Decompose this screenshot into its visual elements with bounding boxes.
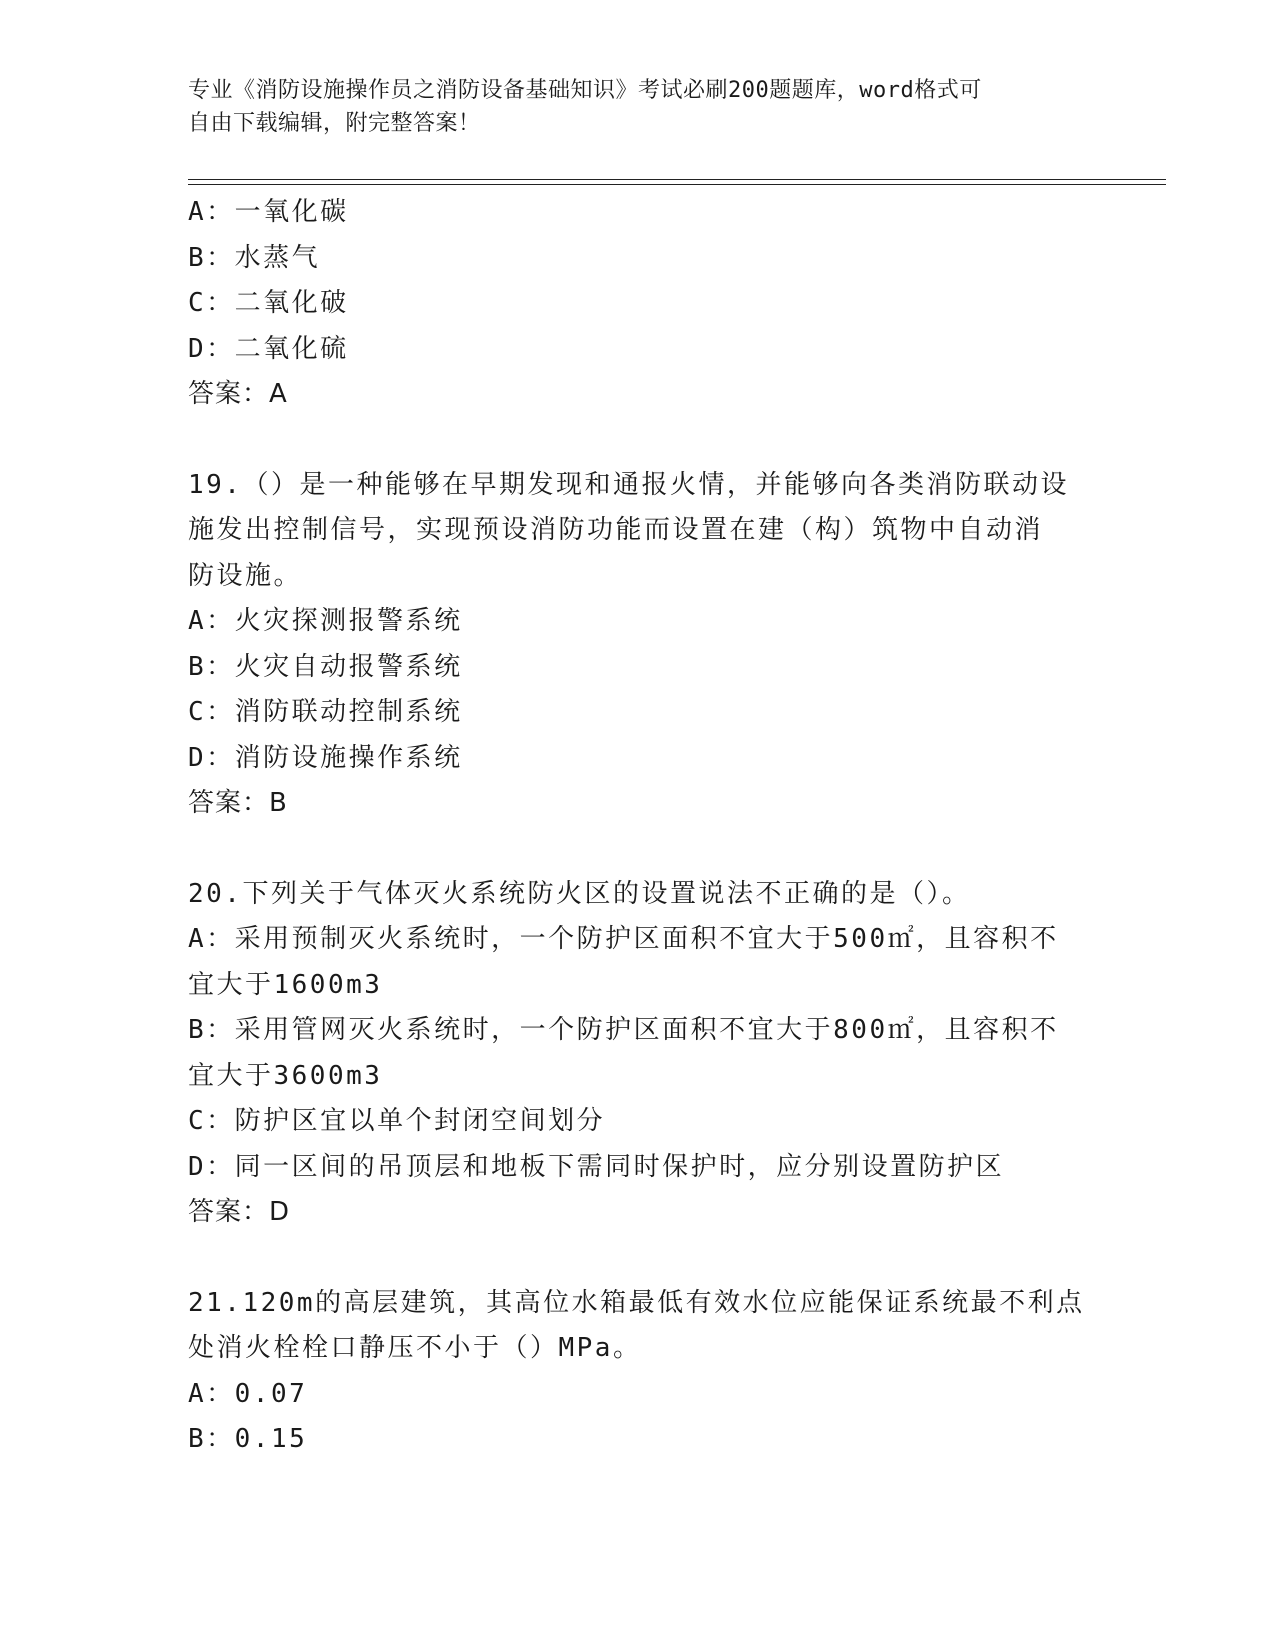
option-b: B：采用管网灭火系统时，一个防护区面积不宜大于800㎡，且容积不 xyxy=(188,1015,1059,1045)
question-text-line: 19.（）是一种能够在早期发现和通报火情，并能够向各类消防联动设 xyxy=(188,469,1069,500)
header-line-2: 自由下载编辑，附完整答案！ xyxy=(188,111,481,136)
option-b: B：火灾自动报警系统 xyxy=(188,651,463,682)
question-text-line: 21.120m的高层建筑，其高位水箱最低有效水位应能保证系统最不利点 xyxy=(188,1287,1085,1318)
question-text-line: 施发出控制信号，实现预设消防功能而设置在建（构）筑物中自动消 xyxy=(188,515,1044,545)
document-header xyxy=(188,74,1078,140)
question-19 xyxy=(188,463,1088,827)
header-rule-bottom xyxy=(188,184,1166,185)
option-c: C：消防联动控制系统 xyxy=(188,697,463,727)
question-list xyxy=(188,190,1088,1463)
option-d: D：消防设施操作系统 xyxy=(188,742,463,773)
option-d: D：二氧化硫 xyxy=(188,333,349,364)
option-b: B：水蒸气 xyxy=(188,242,321,273)
option-d: D：同一区间的吊顶层和地板下需同时保护时，应分别设置防护区 xyxy=(188,1151,1005,1182)
question-21 xyxy=(188,1281,1088,1463)
option-b: B：0.15 xyxy=(188,1424,308,1454)
answer: 答案：B xyxy=(188,788,288,818)
question-text-line: 处消火栓栓口静压不小于（）MPa。 xyxy=(188,1333,642,1363)
option-a: A：0.07 xyxy=(188,1378,308,1409)
option-a: A：火灾探测报警系统 xyxy=(188,606,463,636)
question-20 xyxy=(188,872,1088,1236)
header-line-1: 专业《消防设施操作员之消防设备基础知识》考试必刷200题题库，word格式可 xyxy=(188,78,982,103)
option-a: A：采用预制灭火系统时，一个防护区面积不宜大于500㎡，且容积不 xyxy=(188,924,1059,954)
answer: 答案：D xyxy=(188,1197,291,1227)
question-text-line: 20.下列关于气体灭火系统防火区的设置说法不正确的是（）。 xyxy=(188,878,971,909)
option-c: C：防护区宜以单个封闭空间划分 xyxy=(188,1106,606,1136)
option-a: A：一氧化碳 xyxy=(188,197,349,227)
option-b-cont: 宜大于3600m3 xyxy=(188,1060,383,1091)
question-18 xyxy=(188,190,1088,418)
header-rule-top xyxy=(188,179,1166,180)
option-a-cont: 宜大于1600m3 xyxy=(188,969,383,1000)
answer: 答案：A xyxy=(188,379,288,409)
question-text-line: 防设施。 xyxy=(188,560,303,591)
option-c: C：二氧化破 xyxy=(188,288,349,318)
